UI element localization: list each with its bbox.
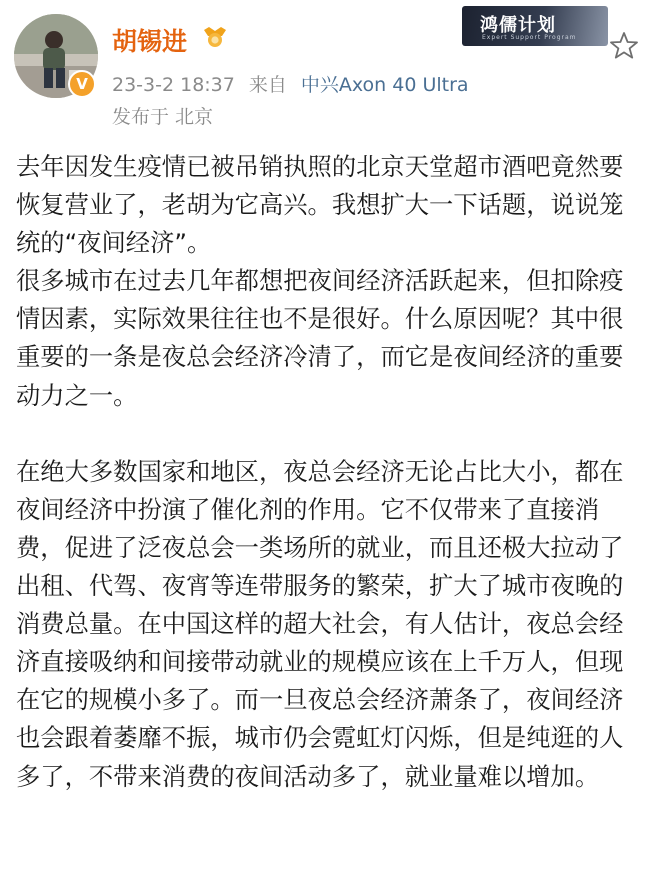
verified-v-icon: V xyxy=(68,70,96,98)
post-paragraph-3: 在绝大多数国家和地区，夜总会经济无论占比大小，都在夜间经济中扮演了催化剂的作用。它不仅带来了直接消费，促进了泛夜总会一类场所的就业，而且还极大拉动了出租、代驾、夜宵等连带服务的繁荣，扩大了城市夜晚的消费总量。在中国这样的超大社会，有人估计，夜总会经济直接吸纳和间接带动就业的规模应该在上千万人，但现在它的规模小多了。而一旦夜总会经济萧条了，夜间经济也会跟着萎靡不振，城市仍会霓虹灯闪烁，但是纯逛的人多了，不带来消费的夜间活动多了，就业量难以增加。 xyxy=(16,456,624,791)
post-meta xyxy=(112,70,469,97)
post-timestamp: 23-3-2 18:37 xyxy=(112,74,235,96)
source-prefix: 来自 xyxy=(248,74,287,96)
watermark-subtitle: Expert Support Program xyxy=(482,34,577,41)
star-icon[interactable] xyxy=(608,30,640,62)
device-link[interactable]: 中兴Axon 40 Ultra xyxy=(300,74,469,96)
post-body xyxy=(16,148,636,796)
paragraph-spacer xyxy=(16,415,636,453)
post-paragraph-1: 去年因发生疫情已被吊销执照的北京天堂超市酒吧竟然要恢复营业了，老胡为它高兴。我想扩大一下话题，说说笼统的“夜间经济”。 xyxy=(16,152,624,258)
post-location: 发布于 北京 xyxy=(112,106,214,128)
post-header xyxy=(0,0,650,140)
post-paragraph-2: 很多城市在过去几年都想把夜间经济活跃起来，但扣除疫情因素，实际效果往往也不是很好。什么原因呢？其中很重要的一条是夜总会经济冷清了，而它是夜间经济的重要动力之一。 xyxy=(16,266,624,410)
watermark-title: 鸿儒计划 xyxy=(480,15,556,36)
author-name[interactable]: 胡锡进 xyxy=(112,27,188,56)
watermark-logo xyxy=(462,6,608,46)
medal-icon[interactable] xyxy=(202,26,228,48)
